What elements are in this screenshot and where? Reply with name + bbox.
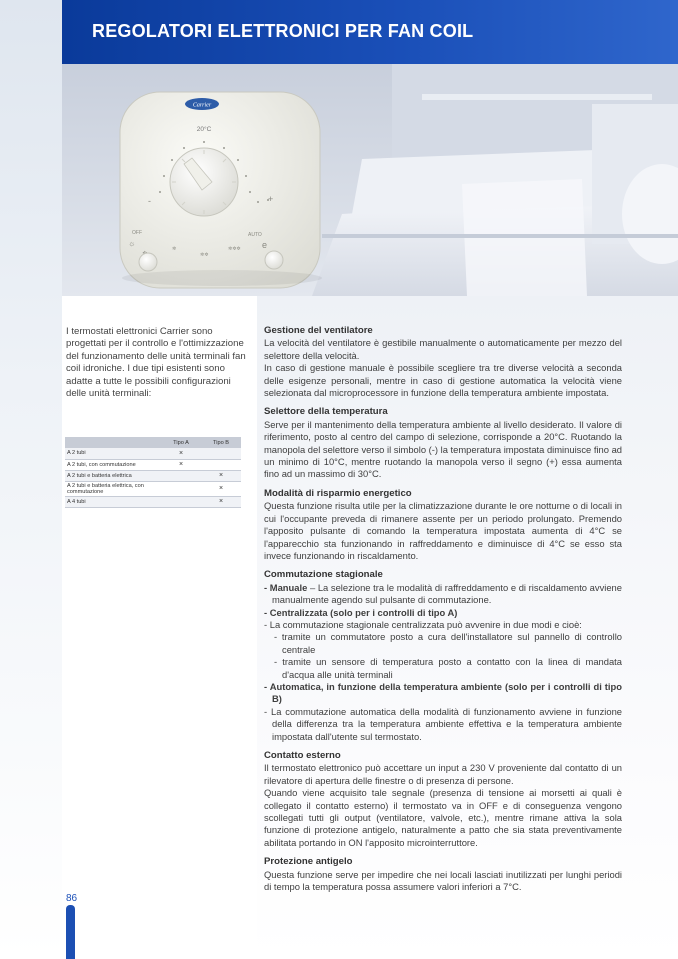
auto-text: - La commutazione automatica della modalità di funzionamento avviene in funzione della differenza tra la temperatura ambiente effettiva e la temperatura ambiente impostata dall'utente sul termostato. (264, 705, 622, 742)
page-marker-tab (66, 905, 75, 959)
tipo-b-mark: × (201, 496, 241, 507)
svg-text:✲: ✲ (172, 246, 177, 252)
economy-icon: e (262, 240, 268, 250)
svg-text:OFF: OFF (132, 230, 142, 236)
paragraph: In caso di gestione manuale è possibile scegliere tra tre diverse velocità a seconda delle esigenze personali, mentre in caso di gestione automatica la velocità viene selezionata dal microprocessore in funzione della temperatura ambiente impostata. (264, 362, 622, 399)
central-label: - Centralizzata (solo per i controlli di tipo A) (264, 606, 458, 618)
svg-text:AUTO: AUTO (248, 232, 262, 238)
tipo-a-mark (161, 481, 201, 496)
header-bar (62, 0, 678, 64)
section-temperature (264, 406, 622, 480)
tipo-b-mark (201, 459, 241, 470)
central-text: - La commutazione stagionale centralizzata può avvenire in due modi e cioè: (264, 618, 582, 630)
paragraph: Il termostato elettronico può accettare un input a 230 V proveniente dal contatto di un rilevatore di apertura delle finestre o di presenza di persone. (264, 762, 622, 786)
tipo-a-mark: × (161, 459, 201, 470)
tipo-a-mark (161, 470, 201, 481)
tipo-a-mark (161, 496, 201, 507)
manual-item (264, 582, 622, 607)
central-option: - tramite un commutatore posto a cura dell'installatore sul pannello di controllo centrale (274, 631, 622, 655)
row-label: A 4 tubi (65, 496, 161, 507)
table-row (65, 459, 241, 470)
auto-item (264, 681, 622, 706)
table-header-tipo-b: Tipo B (201, 437, 241, 448)
sun-icon: ☼ (128, 239, 136, 248)
section-energy-saving (264, 488, 622, 562)
paragraph: Questa funzione risulta utile per la climatizzazione durante le ore notturne o di locali in cui l'occupante preveda di rimanere assente per un periodo prolungato. Premendo l'apposito pulsante di comando la temperatura impostata aumenta di 4°C se l'apparecchio sta funzionando in raffreddamento e diminuisce di 4°C se esso sta invece funzionando in riscaldamento. (264, 500, 622, 561)
central-item (264, 607, 622, 619)
page-title: REGOLATORI ELETTRONICI PER FAN COIL (92, 21, 474, 41)
auto-label: - Automatica, in funzione della temperatura ambiente (solo per i controlli di tipo B) (264, 680, 622, 705)
left-gradient-band (0, 0, 62, 959)
section-title: Protezione antigelo (264, 856, 353, 868)
table-row (65, 470, 241, 481)
intro-text: I termostati elettronici Carrier sono progettati per il controllo e l'ottimizzazione del funzionamento delle unità terminali fan coil idroniche. I due tipi esistenti sono adatte a tutte le possibili configurazioni delle unità terminali: (66, 326, 246, 400)
row-label: A 2 tubi e batteria elettrica (65, 470, 161, 481)
section-title: Contatto esterno (264, 750, 341, 761)
section-fan (264, 325, 622, 399)
table-header-empty (65, 437, 161, 448)
row-label: A 2 tubi e batteria elettrica, con commutazione (65, 481, 161, 496)
dial-minus-sign: - (148, 196, 151, 206)
main-content (264, 325, 622, 900)
table-row (65, 448, 241, 459)
central-option: - tramite un sensore di temperatura posto a contatto con la linea di mandata d'acqua alle unità terminali (274, 656, 622, 680)
economy-button[interactable] (265, 251, 283, 269)
mode-button[interactable] (139, 253, 157, 271)
page-number: 86 (66, 893, 78, 904)
dial-label: 20°C (196, 126, 212, 133)
section-title: Gestione del ventilatore (264, 325, 373, 336)
tipo-b-mark: × (201, 470, 241, 481)
row-label: A 2 tubi, con commutazione (65, 459, 161, 470)
paragraph: Serve per il mantenimento della temperatura ambiente al livello desiderato. Il valore di riferimento, posto al centro del campo di selezione, corrisponde a 20°C. Ruotando la manopola del selettore verso il simbolo (-) la temperatura impostata diminuisce fino ad un minimo di 10°C, mentre ruotando la manopola verso il segno (+) essa aumenta fino ad un massimo di 30°C. (264, 418, 622, 480)
svg-text:✲✲: ✲✲ (200, 252, 209, 258)
section-title: Commutazione stagionale (264, 569, 383, 581)
section-frost-protection (264, 856, 622, 893)
thermostat-photo-illustration (62, 64, 678, 296)
table-row (65, 496, 241, 507)
tipo-a-mark: × (161, 448, 201, 459)
tipo-b-mark (201, 448, 241, 459)
section-title: Selettore della temperatura (264, 406, 388, 418)
paragraph: Quando viene acquisito tale segnale (presenza di tensione ai morsetti ai quali è collegato il contatto esterno) il termostato va in OFF e di conseguenza vengono scollegati tutti gli output (ventilatore, valvole, etc.), mentre rimane attiva la sola funzione di protezione antigelo, naturalmente a patto che sia stata preventivamente abilitata portando in ON l'apposito microinterruttore. (264, 787, 622, 848)
tipo-b-mark: × (201, 481, 241, 496)
section-title: Modalità di risparmio energetico (264, 487, 412, 499)
paragraph: La velocità del ventilatore è gestibile manualmente o automaticamente per mezzo del selettore della velocità. (264, 337, 622, 361)
table-row (65, 481, 241, 496)
brand-logo: Carrier (192, 102, 212, 109)
manual-text: – La selezione tra le modalità di raffreddamento e di riscaldamento avviene manualmente agendo sul pulsante di commutazione. (272, 581, 622, 606)
product-photo (62, 64, 678, 296)
section-external-contact (264, 750, 622, 849)
row-label: A 2 tubi (65, 448, 161, 459)
manual-label: - Manuale (264, 581, 308, 593)
table-header-tipo-a: Tipo A (161, 437, 201, 448)
dial-plus-sign: + (268, 194, 274, 204)
configuration-table (65, 437, 241, 508)
section-seasonal-switch (264, 569, 622, 743)
svg-text:✲✲✲: ✲✲✲ (228, 246, 241, 252)
paragraph: Questa funzione serve per impedire che nei locali lasciati inutilizzati per lunghi periodi di tempo la temperatura possa assumere valori inferiori a 7°C. (264, 868, 622, 893)
